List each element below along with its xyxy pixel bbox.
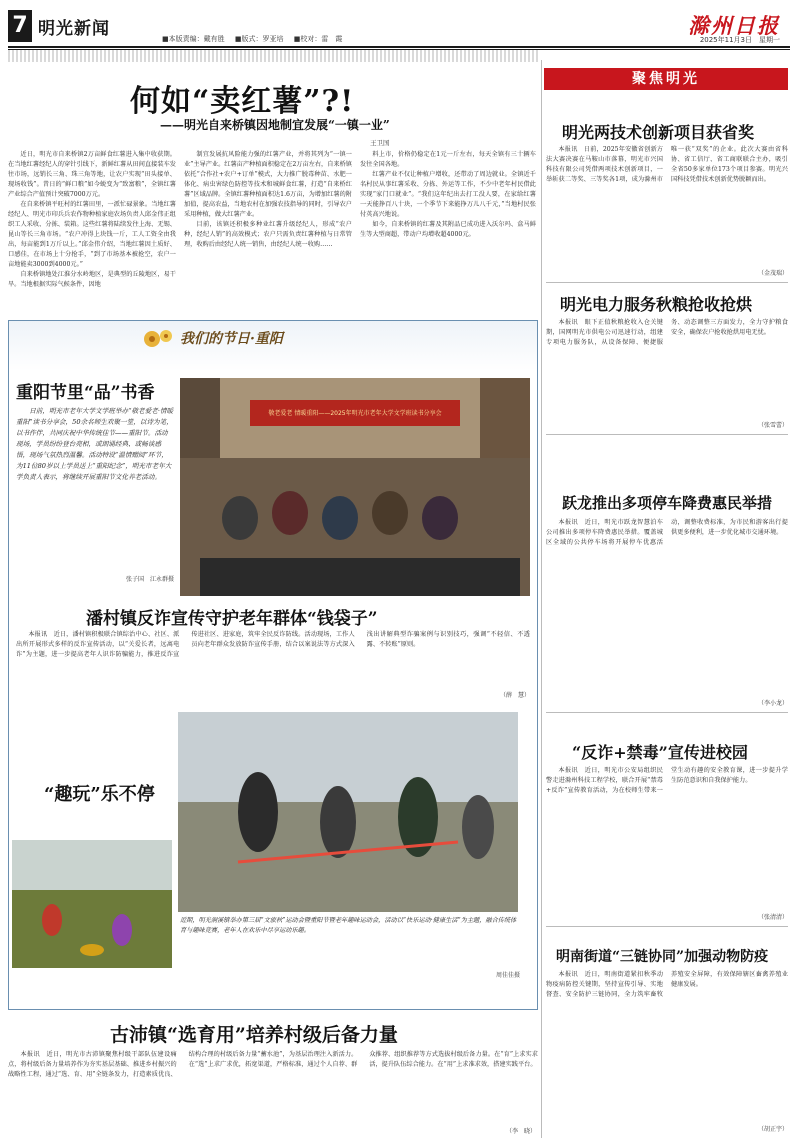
issue-date: 2025年11月3日 星期一 (699, 36, 780, 44)
lead-headline: 何如“卖红薯”?! (130, 84, 355, 119)
article1-headline: 明光两技术创新项目获省奖 (562, 123, 755, 142)
elderly-games-photo-small (12, 840, 172, 968)
lead-para-5: 目前，该镇还积极多种业红薯升级经纪人，形成“农户种，经纪人销”的高效模式；农户只需负责红薯种植与日常管理，收购后由经纪人统一销售，由经纪人统一收购…… (184, 221, 352, 248)
article1-byline: （金茂瑞） (757, 270, 788, 277)
lead-column-1 (8, 150, 176, 312)
article4-text: 本报讯 近日，明光市公安局组织民警走进滁州科技工程学校，联合开展“禁毒+反诈”宣传教育活动，为在校师生带来一堂生动有趣的安全教育课，进一步提升学生防范意识和自我保护能力。 (546, 767, 788, 794)
chrysanthemum-icon (140, 326, 176, 352)
lead-para-8: 如今，自来桥镇的红薯及其附品已成功进入沃尔玛、盒马鲜生等大型商超，带动户均增收超4000元。 (360, 221, 536, 238)
article1-text: 本报讯 日前，2025年安徽省创新方法大赛决赛在马鞍山市落幕，明光市兴国科技有限公司凭借两项技术创新项目，一举斩获二等奖、三等奖各1项，成为滁州市唯一获“双奖”的企业。此次大赛由省科协、省工信厅、省工商联联合主办，吸引全省50多家单位173个项目参赛。明光兴国科技凭借技术创新优势脱颖而出。 (546, 146, 788, 183)
article2-byline: （张雪蕾） (757, 422, 788, 429)
separator-3 (546, 712, 788, 713)
story1-headline: 重阳节里“品”书香 (16, 383, 155, 403)
story2-text: 本报讯 近日，潘村镇积极联合镇综治中心、社区、派出所开展形式多样的反诈宣传活动，以“关爱长者，远离电诈”为主题，进一步提高老年人识诈防骗能力，推进反诈宣传进社区、进家庭，筑牢全民反诈防线。活动现场，工作人员向老年群众发放防诈宣传手册，结合以案说法等方式深入浅出讲解典型诈骗案例与识别技巧，强调“不轻信、不透露、不转账”原则。 (16, 631, 530, 658)
story3-headline: “趣玩”乐不停 (44, 784, 155, 805)
reading-session-photo (180, 378, 530, 596)
masthead (8, 10, 790, 44)
bottom-headline: 古沛镇“选育用”培养村级后备力量 (110, 1024, 398, 1046)
article5-text: 本报讯 近日，明南街道紧扣秋季动物疫病防控关键期，坚持宣传引导、实地督查、安全防护三链协同，全力筑牢畜牧养殖安全屏障，有效保障辖区畜禽养殖业健康发展。 (546, 971, 788, 998)
article5-headline: 明南街道“三链协同”加强动物防疫 (556, 949, 769, 965)
photo-banner-text: 敬老爱老 情暖重阳——2025年明光市老年大学文学班读书分享会 (268, 410, 442, 417)
story2-headline: 潘村镇反诈宣传守护老年群体“钱袋子” (86, 609, 378, 629)
newspaper-logo: 滁州日报 (688, 13, 780, 38)
lead-column-2 (184, 150, 352, 312)
article5-byline: （胡正宇） (757, 1126, 788, 1133)
decorative-band (8, 50, 538, 62)
lead-para-2: 在自来桥镇平旺村的红薯田里，一派忙碌景象。当地红薯经纪人、明光市印兵兵农作物种植家庭农场负责人邱金伟正组织工人采收、分拣、装箱。这些红薯将陆续发往上海、无锡、昆山等长三角市场。“农户冲得上块钱一斤，工人工资全由我出，每亩能到1万斤以上。”邱金伟介绍，当地红薯因土质好、口感佳，在市场上十分抢手，“到了市场基本被抢空，农户一亩地能卖3000到4000元。” (8, 201, 176, 268)
page-name: 明光新闻 (38, 19, 110, 39)
story2-byline: （薛 慧） (499, 692, 530, 699)
article2-text: 本报讯 眼下正值秋粮抢收入仓关键期，国网明光市供电公司迅速行动，组建专项电力服务队，从设备保障、便捷服务、动态调整三方面发力，全力守护粮食安全，确保农户抢收抢烘用电无忧。 (546, 319, 788, 346)
lead-para-6: 料上市，价格仍稳定在1元一斤左右，每天全镇有三十辆车发往全国各地。 (360, 151, 536, 168)
story1-text: 日前，明光市老年大学文学班举办“敬老爱老·情暖重阳”读书分享会，50余名师生欢聚一堂，以诗为笔，以书作伴，共同庆祝中华传统佳节——重阳节。活动现场，学员纷纷登台亮相，或朗诵经典、或畅谈感悟，现场气氛热烈温馨。活动特设“温情赠阅”环节，为11位80岁以上学员送上“重阳纪念”，明光市老年大学负责人表示，将继续开展重阳节文化养老活动。 (16, 407, 174, 481)
lead-para-7: 红薯产业不仅让种植户增收，还带动了周边就业。全镇近千名村民从事红薯采收、分拣、外运等工作，不少中老年村民借此实现“家门口就业”。“我们这年纪出去打工没人要，在家给红薯一天能挣百八十块，一个季节下来能挣万儿八千元，”当地村民张付英高兴地说。 (360, 171, 536, 218)
article3-byline: （李小龙） (757, 700, 788, 707)
elderly-games-photo-large (178, 712, 518, 912)
column-divider (541, 60, 542, 1138)
lead-subtitle: ——明光自来桥镇因地制宜发展“一镇一业” (160, 118, 390, 132)
article2-headline: 明光电力服务秋粮抢收抢烘 (560, 295, 753, 314)
story3-caption: 近期，明光涧溪镇举办第三届“文旅秋”运动会暨重阳节暨老年趣味运动会，活动以“快乐运动·健康生活”为主题，融合传统体育与趣味竞赛，老年人在欢乐中尽享运动乐趣。 (180, 917, 517, 934)
editor-3: ■校对：雷 霞 (293, 35, 343, 43)
lead-para-1: 近日，明光市自来桥镇2万亩鲜食红薯进入集中收获期。在当地红薯经纪人的穿针引线下，新鲜红薯从田间直接装车发往市场，远销长三角、珠三角等地，让农户实现“田头接单、现场收钱”。昔日的“鲜口粮”如今蜕变为“致富粮”，全镇红薯产业综合产值预计突破7000万元。 (8, 151, 176, 198)
photo-scene-small (12, 840, 172, 968)
bottom-text: 本报讯 近日，明光市古沛镇聚焦村级干部队伍建设痛点，将村级后备力量培养作为夯实基层基础、推进乡村振兴的战略性工程，通过“选、育、用”全链条发力，打造素质优良、结构合理的村级后备力量“蓄水池”，为基层治理注入新活力。在“选”上求广求优，拓宽渠道，严格标准，通过个人自荐、群众推荐、组织推荐等方式选拔村级后备力量。在“育”上求实求活，提升队伍综合能力。在“用”上求准求效，搭建实践平台。 (8, 1051, 538, 1078)
separator-2 (546, 434, 788, 435)
story1-byline: 张子国 江永群摄 (125, 576, 174, 583)
story3-byline: 周佳佳摄 (495, 972, 520, 979)
article3-text: 本报讯 近日，明光市跃龙智慧泊车公司推出多项停车降费惠民举措。覆盖城区全域的公共停车场将开展停车优惠活动，调整收费标准，为市民和游客出行提供更多便利，进一步优化城市交通环境。 (546, 519, 788, 546)
festival-title: 我们的节日·重阳 (180, 331, 283, 347)
section-banner: 聚焦明光 (544, 68, 788, 90)
lead-para-4: 制宜发展抗风险能力强的红薯产业，并将其列为“一镇一业”主导产业。红薯亩产种植面积稳定在2万亩左右，自来桥镇依托“合作社+农户+订单”模式，大力推广脱毒种苗、水肥一体化、病虫害绿色防控等技术和城鲜食红薯，打造“自来桥红薯”区域品牌。全镇红薯种植面积达1.6万亩，为增加红薯的附加值，提高农益，当地农村在加强农技指导的同时，引导农户采用种植，做大红薯产业。 (184, 151, 352, 218)
article4-headline: “反诈+禁毒”宣传进校园 (572, 743, 748, 762)
photo-scene-large (178, 712, 518, 912)
lead-byline: 王卫国 (370, 139, 390, 147)
editors-line (162, 34, 350, 44)
editor-1: ■本版责编：戴有胜 (162, 35, 225, 43)
header-rule (8, 46, 790, 48)
article4-byline: （张清清） (757, 914, 788, 921)
editor-2: ■版式：罗亚培 (234, 35, 284, 43)
separator-4 (546, 926, 788, 927)
lead-para-3: 自来桥镇地处江淮分水岭地区，是典型的丘陵地区，易干旱。当地根据实际气候条件，因地 (8, 271, 176, 288)
separator-1 (546, 282, 788, 283)
bottom-byline: （李 晓） (505, 1128, 536, 1135)
lead-column-3 (360, 150, 536, 312)
page-number: 7 (8, 10, 32, 42)
article3-headline: 跃龙推出多项停车降费惠民举措 (562, 494, 773, 512)
